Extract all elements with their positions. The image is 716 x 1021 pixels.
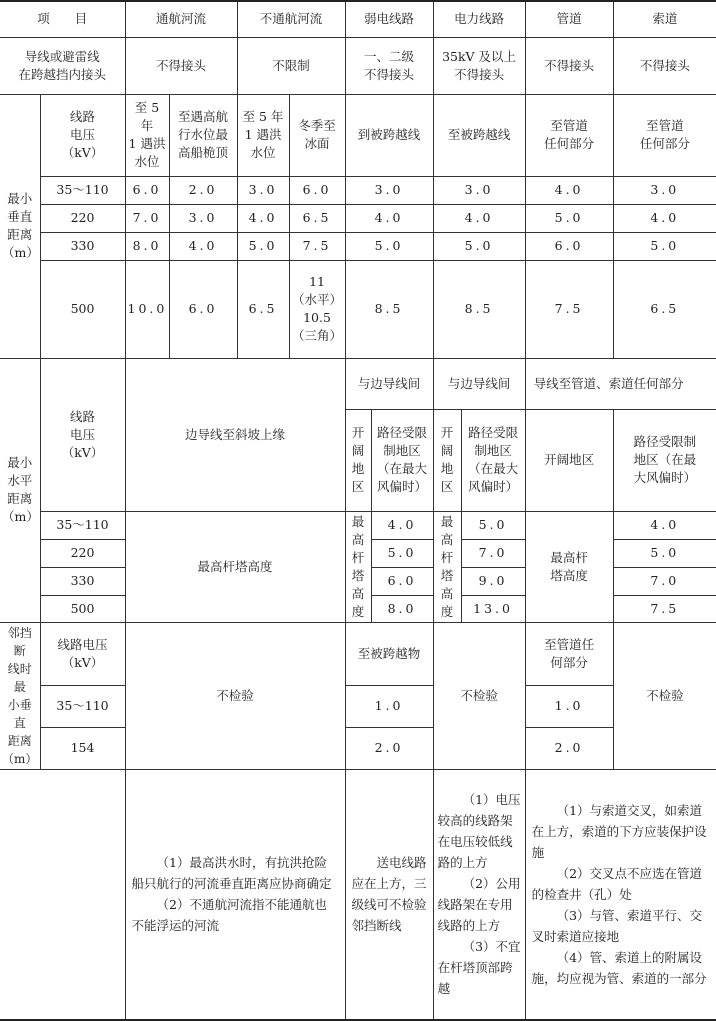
- table-row: [0, 727, 716, 769]
- value-cell: 4.0: [169, 232, 237, 260]
- value-cell: 6.0: [169, 260, 237, 358]
- rope-header: 至管道 任何部分: [613, 94, 716, 176]
- header-row: [0, 1, 716, 37]
- value-cell: 5.0: [525, 204, 613, 232]
- value-cell: 8.0: [371, 595, 433, 622]
- tower-height-cell: 最高 杆塔 高度: [433, 511, 461, 622]
- value-cell: 3.0: [237, 176, 289, 204]
- value-cell: 3.0: [345, 176, 433, 204]
- note-power-3: （3）不宜在杆塔顶部跨越: [437, 939, 521, 997]
- voltage-cell: 35～110: [40, 686, 125, 728]
- value-cell: 5.0: [433, 232, 525, 260]
- table-row: [0, 232, 716, 260]
- value-cell: 4.0: [371, 511, 433, 539]
- value-cell: 13.0: [461, 595, 525, 622]
- no-check-cell: 不检验: [125, 622, 345, 769]
- vertical-head-row: [0, 94, 716, 176]
- pipe-header: 至管道 任何部分: [525, 94, 613, 176]
- table-row: [0, 686, 716, 728]
- joint-non-nav: 不限制: [237, 37, 345, 94]
- table-row: [0, 176, 716, 204]
- value-cell: 6.0: [371, 567, 433, 595]
- value-cell: 7.0: [125, 204, 169, 232]
- open-area-header: 开阔 地区: [345, 409, 371, 511]
- value-cell: 3.0: [613, 176, 716, 204]
- value-cell: 4.0: [525, 176, 613, 204]
- horizontal-head-row: [0, 358, 716, 409]
- winter-header: 冬季至 冰面: [289, 94, 345, 176]
- value-cell: 4.0: [433, 204, 525, 232]
- value-cell: 6.0: [125, 176, 169, 204]
- joint-nav: 不得接头: [125, 37, 237, 94]
- note-river: [125, 769, 345, 1020]
- voltage-cell: 35～110: [40, 176, 125, 204]
- voltage-label: 线路电压 （kV）: [40, 622, 125, 686]
- value-cell: 7.5: [613, 595, 716, 622]
- joint-power: 35kV 及以上 不得接头: [433, 37, 525, 94]
- vertical-label: 最小 垂直 距离 （m）: [0, 94, 40, 358]
- value-cell: 6.0: [525, 232, 613, 260]
- note-river-2: （2）不通航河流指不能通航也不能浮运的河流: [131, 897, 327, 934]
- table-row: [0, 260, 716, 358]
- value-cell: 8.0: [125, 232, 169, 260]
- joint-row: [0, 37, 716, 94]
- value-cell: 4.0: [613, 204, 716, 232]
- header-non-nav-river: 不通航河流: [237, 1, 345, 37]
- header-item: 项 目: [0, 1, 125, 37]
- tower-height-cell: 最高 杆塔 高度: [345, 511, 371, 622]
- pipe-rope-header: 导线至管道、索道任何部分: [525, 358, 716, 409]
- voltage-cell: 154: [40, 727, 125, 769]
- note-power-2: （2）公用线路架在专用线路的上方: [437, 876, 521, 934]
- joint-weak: 一、二级 不得接头: [345, 37, 433, 94]
- value-cell: 10.0: [125, 260, 169, 358]
- value-cell: 5.0: [345, 232, 433, 260]
- header-ropeway: 索道: [613, 1, 716, 37]
- joint-pipe: 不得接头: [525, 37, 613, 94]
- restricted-area-header: 路径受限制 地区（在最 大风偏时）: [613, 409, 716, 511]
- open-area-header: 开阔 地区: [433, 409, 461, 511]
- value-cell: 11 （水平） 10.5 （三角）: [289, 260, 345, 358]
- voltage-label: 线路 电压 （kV）: [40, 94, 125, 176]
- open-area-header: 开阔地区: [525, 409, 613, 511]
- joint-label: 导线或避雷线 在跨越挡内接头: [0, 37, 125, 94]
- note-pipe-3: （3）与管、索道平行、交叉时索道应接地: [531, 907, 703, 944]
- flood5-header: 至 5 年 1 遇洪 水位: [125, 94, 169, 176]
- horizontal-label: 最小 水平 距离 （m）: [0, 358, 40, 622]
- notes-row: [0, 769, 716, 1020]
- value-cell: 2.0: [525, 727, 613, 769]
- value-cell: 1.0: [525, 686, 613, 728]
- value-cell: 7.0: [461, 539, 525, 567]
- voltage-cell: 35～110: [40, 511, 125, 539]
- value-cell: 2.0: [345, 727, 433, 769]
- value-cell: 6.5: [237, 260, 289, 358]
- note-weak-text: 送电线路应在上方，三级线可不检验邻挡断线: [351, 855, 427, 934]
- no-check-cell: 不检验: [433, 622, 525, 769]
- voltage-cell: 500: [40, 595, 125, 622]
- value-cell: 8.5: [345, 260, 433, 358]
- note-river-1: （1）最高洪水时，有抗洪抢险船只航行的河流垂直距离应协商确定: [131, 855, 332, 892]
- note-power: [433, 769, 525, 1020]
- value-cell: 5.0: [613, 232, 716, 260]
- value-cell: 4.0: [345, 204, 433, 232]
- table-row: [0, 204, 716, 232]
- value-cell: 3.0: [433, 176, 525, 204]
- value-cell: 5.0: [237, 232, 289, 260]
- broken-label: 邻挡断 线时最 小垂直 距离 （m）: [0, 622, 40, 769]
- value-cell: 8.5: [433, 260, 525, 358]
- power-header: 至被跨越线: [433, 94, 525, 176]
- note-pipe-1: （1）与索道交叉，如索道在上方，索道的下方应装保护设施: [531, 802, 707, 860]
- weak-header: 到被跨越线: [345, 94, 433, 176]
- value-cell: 5.0: [613, 539, 716, 567]
- slope-header: 边导线至斜坡上缘: [125, 358, 345, 511]
- note-pipe: [525, 769, 716, 1020]
- note-weak: [345, 769, 433, 1020]
- value-cell: 4.0: [237, 204, 289, 232]
- restricted-area-header: 路径受限 制地区 （在最大 风偏时）: [461, 409, 525, 511]
- header-power-line: 电力线路: [433, 1, 525, 37]
- voltage-cell: 220: [40, 204, 125, 232]
- value-cell: 6.5: [613, 260, 716, 358]
- header-pipeline: 管道: [525, 1, 613, 37]
- note-pipe-2: （2）交叉点不应选在管道的检查井（孔）处: [531, 865, 703, 902]
- value-cell: 5.0: [371, 539, 433, 567]
- tower-height-cell: 最高杆 塔高度: [525, 511, 613, 622]
- table-row: [0, 511, 716, 539]
- voltage-cell: 330: [40, 567, 125, 595]
- side-power-header: 与边导线间: [433, 358, 525, 409]
- value-cell: 6.0: [289, 176, 345, 204]
- voltage-cell: 500: [40, 260, 125, 358]
- header-nav-river: 通航河流: [125, 1, 237, 37]
- note-power-1: （1）电压较高的线路架在电压较低线路的上方: [437, 792, 521, 871]
- value-cell: 4.0: [613, 511, 716, 539]
- voltage-cell: 330: [40, 232, 125, 260]
- value-cell: 1.0: [345, 686, 433, 728]
- flood5b-header: 至 5 年 1 遇洪 水位: [237, 94, 289, 176]
- tower-height-cell: 最高杆塔高度: [125, 511, 345, 622]
- restricted-area-header: 路径受限 制地区 （在最大 风偏时）: [371, 409, 433, 511]
- value-cell: 3.0: [169, 204, 237, 232]
- value-cell: 2.0: [169, 176, 237, 204]
- value-cell: 9.0: [461, 567, 525, 595]
- side-weak-header: 与边导线间: [345, 358, 433, 409]
- weak-target-header: 至被跨越物: [345, 622, 433, 686]
- voltage-label: 线路 电压 （kV）: [40, 358, 125, 511]
- value-cell: 7.0: [613, 567, 716, 595]
- no-check-cell: 不检验: [613, 622, 716, 769]
- value-cell: 7.5: [525, 260, 613, 358]
- broken-head-row: [0, 622, 716, 686]
- pipe-target-header: 至管道任 何部分: [525, 622, 613, 686]
- value-cell: 6.5: [289, 204, 345, 232]
- joint-rope: 不得接头: [613, 37, 716, 94]
- value-cell: 7.5: [289, 232, 345, 260]
- highnav-header: 至遇高航 行水位最 高船桅顶: [169, 94, 237, 176]
- note-pipe-4: （4）管、索道上的附属设施，均应视为管、索道的一部分: [531, 949, 707, 986]
- value-cell: 5.0: [461, 511, 525, 539]
- notes-blank: [0, 769, 125, 1020]
- header-weak-line: 弱电线路: [345, 1, 433, 37]
- voltage-cell: 220: [40, 539, 125, 567]
